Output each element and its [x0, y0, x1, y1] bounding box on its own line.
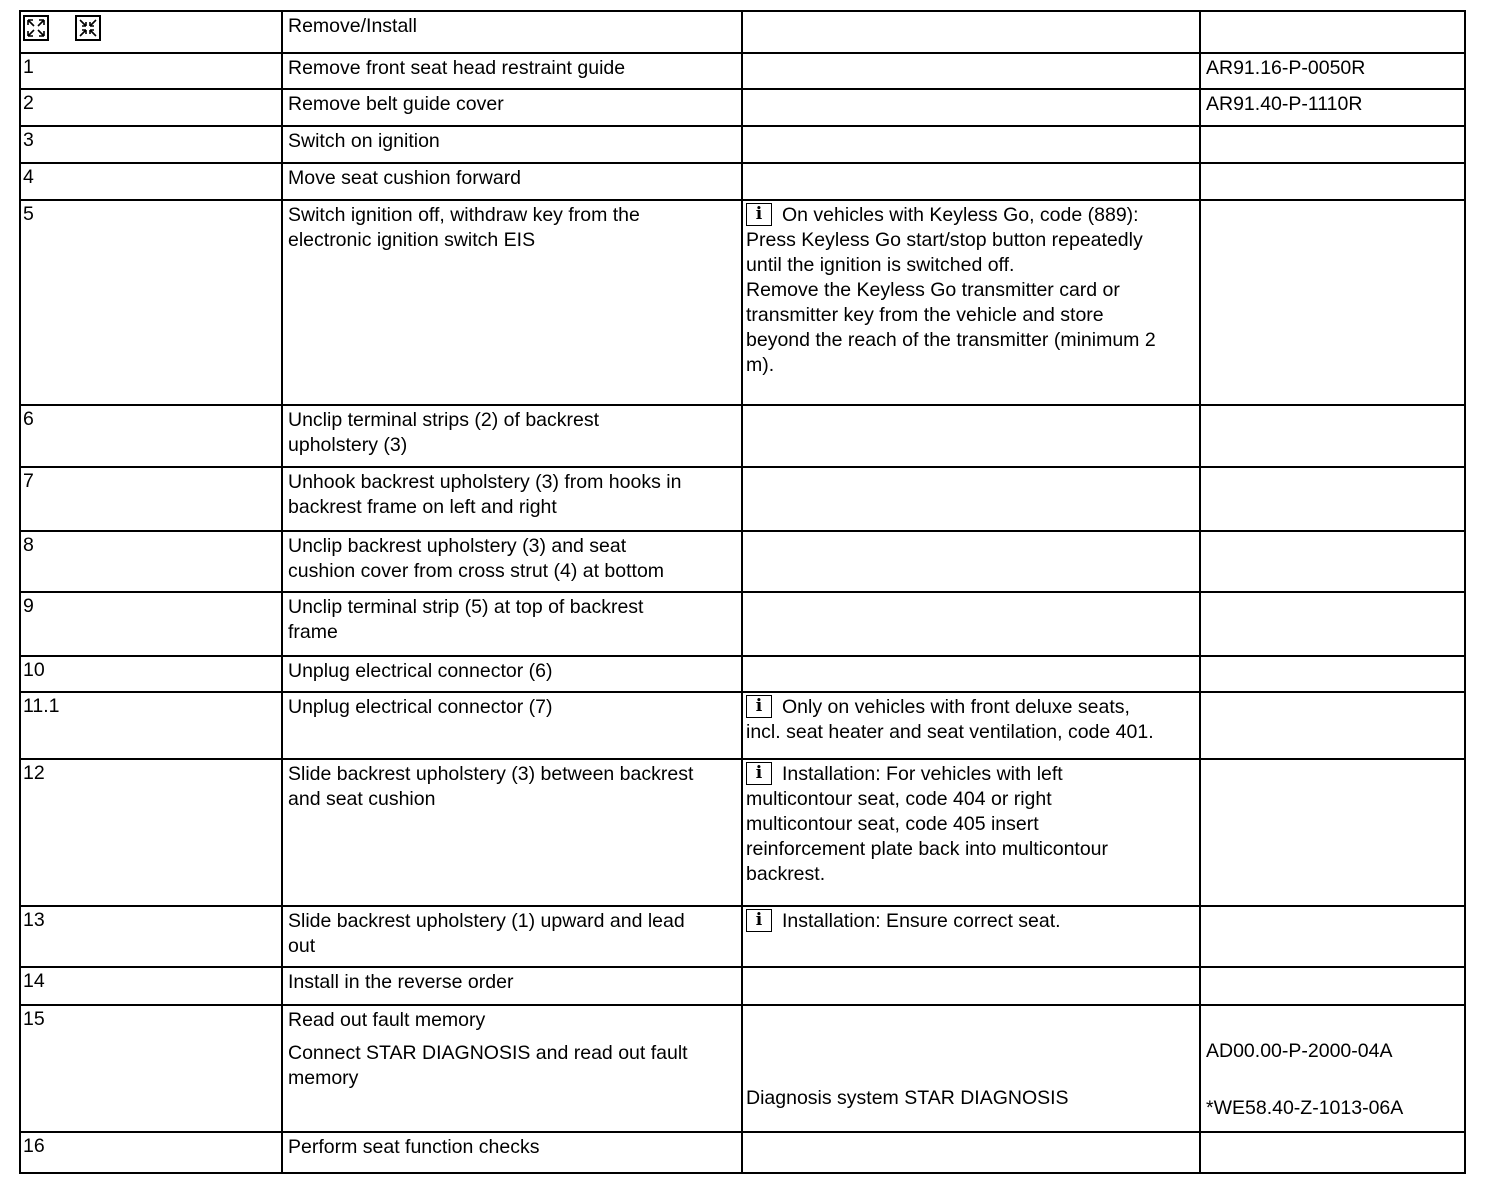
table-row	[20, 906, 1465, 967]
step-number: 8	[20, 531, 282, 592]
step-note: i Installation: Ensure correct seat.	[742, 906, 1200, 967]
step-action: Slide backrest upholstery (1) upward and lead out	[282, 906, 742, 967]
header-icons-cell	[20, 11, 282, 53]
step-note: Diagnosis system STAR DIAGNOSIS	[742, 1005, 1200, 1132]
table-row	[20, 531, 1465, 592]
table-row	[20, 1005, 1465, 1132]
step-action: Remove belt guide cover	[282, 89, 742, 126]
step-number: 9	[20, 592, 282, 656]
table-row	[20, 759, 1465, 906]
step-reference-link[interactable]: *WE58.40-Z-1013-06A	[1206, 1097, 1404, 1119]
procedure-table	[19, 10, 1464, 1173]
collapse-icon[interactable]	[75, 15, 101, 41]
step-number: 13	[20, 906, 282, 967]
step-action: Unclip terminal strip (5) at top of backrest frame	[282, 592, 742, 656]
step-reference-link[interactable]: AR91.40-P-1110R	[1200, 89, 1465, 126]
step-number: 14	[20, 967, 282, 1005]
step-action: Switch ignition off, withdraw key from the electronic ignition switch EIS	[282, 200, 742, 405]
table-row	[20, 53, 1465, 89]
table-row	[20, 467, 1465, 531]
table-row	[20, 592, 1465, 656]
step-action: Move seat cushion forward	[282, 163, 742, 200]
step-number: 10	[20, 656, 282, 692]
step-action: Unplug electrical connector (6)	[282, 656, 742, 692]
step-references	[1200, 1005, 1465, 1132]
table-row	[20, 405, 1465, 467]
step-note: i Only on vehicles with front deluxe seats, incl. seat heater and seat ventilation, code 401.	[742, 692, 1200, 759]
step-action: Unclip backrest upholstery (3) and seat cushion cover from cross strut (4) at bottom	[282, 531, 742, 592]
step-number: 5	[20, 200, 282, 405]
table-row	[20, 163, 1465, 200]
step-action: Slide backrest upholstery (3) between backrest and seat cushion	[282, 759, 742, 906]
table-row	[20, 692, 1465, 759]
table-row	[20, 200, 1465, 405]
step-number: 2	[20, 89, 282, 126]
table-row	[20, 967, 1465, 1005]
step-number: 4	[20, 163, 282, 200]
step-number: 11.1	[20, 692, 282, 759]
table-row	[20, 1132, 1465, 1173]
step-action: Remove front seat head restraint guide	[282, 53, 742, 89]
step-number: 3	[20, 126, 282, 163]
step-action: Switch on ignition	[282, 126, 742, 163]
table-row	[20, 126, 1465, 163]
expand-icon[interactable]	[23, 15, 49, 41]
step-number: 7	[20, 467, 282, 531]
header-row	[20, 11, 1465, 53]
header-title: Remove/Install	[282, 11, 742, 53]
steps-table	[19, 10, 1466, 1174]
step-action: Unhook backrest upholstery (3) from hooks in backrest frame on left and right	[282, 467, 742, 531]
step-action: Install in the reverse order	[282, 967, 742, 1005]
step-action: Perform seat function checks	[282, 1132, 742, 1173]
step-number: 1	[20, 53, 282, 89]
step-number: 6	[20, 405, 282, 467]
step-number: 16	[20, 1132, 282, 1173]
step-note: i Installation: For vehicles with left multicontour seat, code 404 or right multicontour seat, code 405 insert reinforcement plate back into multicontour backrest.	[742, 759, 1200, 906]
step-number: 12	[20, 759, 282, 906]
table-row	[20, 656, 1465, 692]
info-icon: i	[746, 203, 772, 226]
step-action: Unplug electrical connector (7)	[282, 692, 742, 759]
info-icon: i	[746, 695, 772, 718]
step-action: Read out fault memory Connect STAR DIAGNOSIS and read out fault memory	[282, 1005, 742, 1132]
step-note: i On vehicles with Keyless Go, code (889): Press Keyless Go start/stop button repeatedly until the ignition is switched off. Remove the Keyless Go transmitter card or transmitter key from the vehicle and store beyond the reach of the transmitter (minimum 2 m).	[742, 200, 1200, 405]
step-action: Unclip terminal strips (2) of backrest upholstery (3)	[282, 405, 742, 467]
info-icon: i	[746, 909, 772, 932]
step-reference-link[interactable]: AD00.00-P-2000-04A	[1206, 1040, 1393, 1062]
info-icon: i	[746, 762, 772, 785]
table-row	[20, 89, 1465, 126]
step-number: 15	[20, 1005, 282, 1132]
step-sub-action: Connect STAR DIAGNOSIS and read out fault memory	[288, 1042, 688, 1089]
step-reference-link[interactable]: AR91.16-P-0050R	[1200, 53, 1465, 89]
